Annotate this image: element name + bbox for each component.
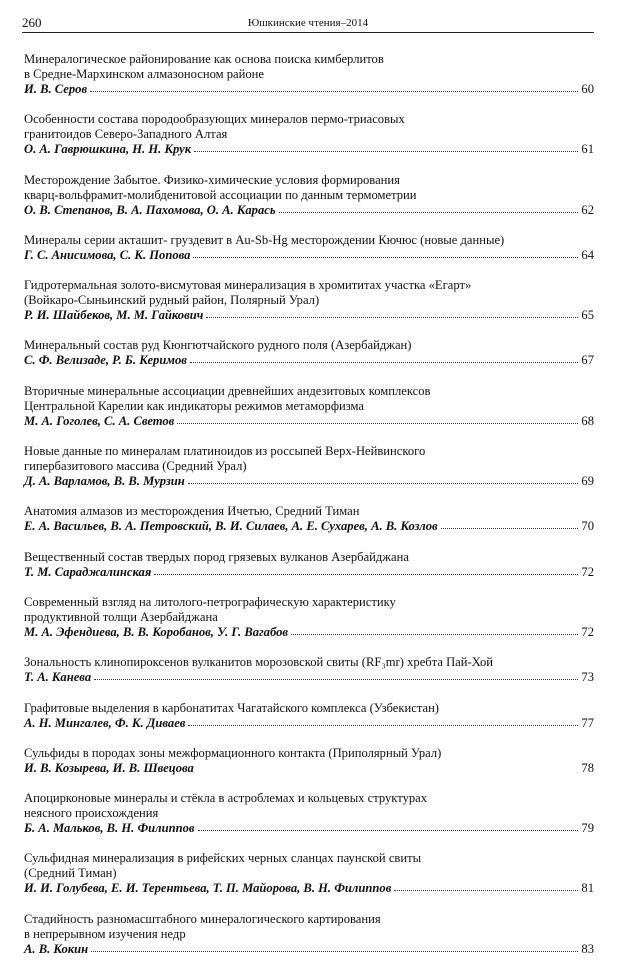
dot-leader xyxy=(198,821,579,831)
entry-authors-line xyxy=(24,308,594,323)
toc-entry xyxy=(24,233,594,263)
entry-page-number: 60 xyxy=(581,82,594,96)
toc-entry xyxy=(24,504,594,534)
toc-entry xyxy=(24,655,594,685)
entry-authors-line xyxy=(24,203,594,218)
entry-title-line: гипербазитового массива (Средний Урал) xyxy=(24,459,247,474)
entry-page-number: 77 xyxy=(581,715,594,730)
entry-title-line: Стадийность разномасштабного минералогического картирования xyxy=(24,911,381,926)
entry-authors: О. В. Степанов, В. А. Пахомова, О. А. Карась xyxy=(24,202,276,217)
table-of-contents xyxy=(24,52,594,972)
entry-title-line: неясного происхождения xyxy=(24,806,159,821)
page-header xyxy=(22,16,594,33)
dot-leader xyxy=(90,82,578,92)
dot-leader xyxy=(188,716,578,726)
entry-title-line: в Средне-Мархинском алмазоносном районе xyxy=(24,67,265,81)
entry-authors: Д. А. Варламов, В. В. Мурзин xyxy=(24,474,185,489)
entry-title-line: продуктивной толщи Азербайджана xyxy=(24,609,218,624)
entry-page-number: 73 xyxy=(581,670,594,685)
entry-authors: Т. А. Канева xyxy=(24,670,92,685)
dot-leader xyxy=(177,414,578,424)
entry-page-number: 70 xyxy=(581,519,594,534)
entry-page-number: 78 xyxy=(581,760,594,775)
page-number: 260 xyxy=(22,15,42,30)
dot-leader xyxy=(94,670,578,680)
entry-authors-line xyxy=(24,474,594,489)
dot-leader xyxy=(441,519,579,529)
entry-page-number: 69 xyxy=(581,474,594,489)
entry-authors-line xyxy=(24,670,594,685)
dot-leader xyxy=(91,942,578,952)
entry-authors-line xyxy=(24,414,594,429)
entry-authors: И. И. Голубева, Е. И. Терентьева, Т. П. Майорова, В. Н. Филиппов xyxy=(24,881,392,896)
entry-authors-line xyxy=(24,716,594,731)
entry-authors: Р. И. Шайбеков, М. М. Гайкович xyxy=(24,308,204,323)
entry-authors: И. В. Серов xyxy=(24,82,88,96)
entry-title-line: Вторичные минеральные ассоциации древнейших андезитовых комплексов xyxy=(24,383,431,398)
entry-page-number: 61 xyxy=(581,142,594,157)
entry-authors: А. В. Кокин xyxy=(24,941,89,956)
entry-authors-line xyxy=(24,248,594,263)
entry-authors: Г. С. Анисимова, С. К. Попова xyxy=(24,247,191,262)
dot-leader xyxy=(154,565,578,575)
dot-leader xyxy=(279,203,579,213)
entry-authors-line xyxy=(24,82,594,97)
toc-entry xyxy=(24,595,594,640)
entry-title-line: Минералы серии акташит- груздевит в Au-Sb-Hg месторождении Кючюс (новые данные) xyxy=(24,232,505,247)
running-title: Юшкинские чтения–2014 xyxy=(247,17,369,29)
toc-entry xyxy=(24,52,594,97)
entry-title-line: Центральной Карелии как индикаторы режимов метаморфизма xyxy=(24,398,365,413)
toc-entry xyxy=(24,701,594,731)
entry-page-number: 72 xyxy=(581,564,594,579)
entry-page-number: 65 xyxy=(581,308,594,323)
entry-authors: Т. М. Сараджалинская xyxy=(24,564,152,579)
entry-title-line: Апоцирконовые минералы и стёкла в астроблемах и кольцевых структурах xyxy=(24,791,428,806)
entry-title-line: Месторождение Забытое. Физико-химические условия формирования xyxy=(24,172,400,187)
entry-page-number: 83 xyxy=(581,941,594,956)
dot-leader xyxy=(190,353,579,363)
toc-entry xyxy=(24,112,594,157)
entry-title-line: в непрерывном изучения недр xyxy=(24,926,186,941)
toc-entry xyxy=(24,791,594,836)
entry-page-number: 64 xyxy=(581,247,594,262)
entry-title-line: Минералогическое районирование как основа поиска кимберлитов xyxy=(24,52,384,66)
entry-authors-line xyxy=(24,565,594,580)
entry-title-line: Минеральный состав руд Кюнгютчайского рудного поля (Азербайджан) xyxy=(24,338,412,353)
dot-leader xyxy=(291,625,578,635)
entry-title-line: (Средний Тиман) xyxy=(24,866,117,881)
entry-authors: О. А. Гаврюшкина, Н. Н. Крук xyxy=(24,142,192,157)
entry-title-line: Новые данные по минералам платиноидов из россыпей Верх-Нейвинского xyxy=(24,444,426,459)
entry-title-line: Особенности состава породообразующих минералов пермо-триасовых xyxy=(24,112,405,127)
entry-title-line: гранитоидов Северо-Западного Алтая xyxy=(24,127,228,142)
entry-title-line: Сульфиды в породах зоны межформационного контакта (Приполярный Урал) xyxy=(24,745,442,760)
entry-authors-line xyxy=(24,519,594,534)
entry-page-number: 79 xyxy=(581,821,594,836)
entry-authors: Б. А. Мальков, В. Н. Филиппов xyxy=(24,821,195,836)
dot-leader xyxy=(197,762,579,771)
entry-page-number: 72 xyxy=(581,624,594,639)
dot-leader xyxy=(206,308,578,318)
entry-authors-line xyxy=(24,353,594,368)
entry-authors: М. А. Эфендиева, В. В. Коробанов, У. Г. Вагабов xyxy=(24,624,289,639)
entry-title-line: Анатомия алмазов из месторождения Ичетью, Средний Тиман xyxy=(24,504,360,519)
entry-title-line: Зональность клинопироксенов вулканитов морозовской свиты (RF₃mr) хребта Пай-Хой xyxy=(24,655,494,670)
entry-title-line: Гидротермальная золото-висмутовая минерализация в хромититах участка «Егарт» xyxy=(24,278,472,293)
entry-authors: С. Ф. Велизаде, Р. Б. Керимов xyxy=(24,353,187,368)
entry-page-number: 68 xyxy=(581,413,594,428)
toc-entry xyxy=(24,173,594,218)
entry-authors: Е. А. Васильев, В. А. Петровский, В. И. Силаев, А. Е. Сухарев, А. В. Козлов xyxy=(24,519,438,534)
entry-title-line: Вещественный состав твердых пород грязевых вулканов Азербайджана xyxy=(24,549,409,564)
toc-entry xyxy=(24,384,594,429)
entry-authors-line xyxy=(24,942,594,957)
entry-authors: А. Н. Мингалев, Ф. К. Диваев xyxy=(24,715,186,730)
entry-authors-line xyxy=(24,821,594,836)
entry-authors: И. В. Козырева, И. В. Швецова xyxy=(24,760,194,775)
entry-page-number: 67 xyxy=(581,353,594,368)
toc-entry xyxy=(24,746,594,776)
toc-entry xyxy=(24,444,594,489)
toc-entry xyxy=(24,278,594,323)
entry-authors: М. А. Гоголев, С. А. Светов xyxy=(24,413,175,428)
dot-leader xyxy=(194,142,578,152)
entry-title-line: Сульфидная минерализация в рифейских черных сланцах паунской свиты xyxy=(24,851,422,866)
dot-leader xyxy=(394,881,578,891)
entry-page-number: 62 xyxy=(581,202,594,217)
toc-entry xyxy=(24,338,594,368)
entry-title-line: Графитовые выделения в карбонатитах Чагатайского комплекса (Узбекистан) xyxy=(24,700,440,715)
entry-authors-line xyxy=(24,142,594,157)
entry-page-number: 81 xyxy=(581,881,594,896)
dot-leader xyxy=(193,248,578,258)
toc-entry xyxy=(24,550,594,580)
toc-entry xyxy=(24,912,594,957)
entry-authors-line xyxy=(24,881,594,896)
entry-title-line: кварц-вольфрамит-молибденитовой ассоциации по данным термометрии xyxy=(24,187,417,202)
entry-title-line: (Войкаро-Сыньинский рудный район, Полярный Урал) xyxy=(24,293,320,308)
dot-leader xyxy=(188,474,579,484)
entry-authors-line xyxy=(24,761,594,776)
toc-entry xyxy=(24,851,594,896)
entry-title-line: Современный взгляд на литолого-петрографическую характеристику xyxy=(24,594,396,609)
entry-authors-line xyxy=(24,625,594,640)
